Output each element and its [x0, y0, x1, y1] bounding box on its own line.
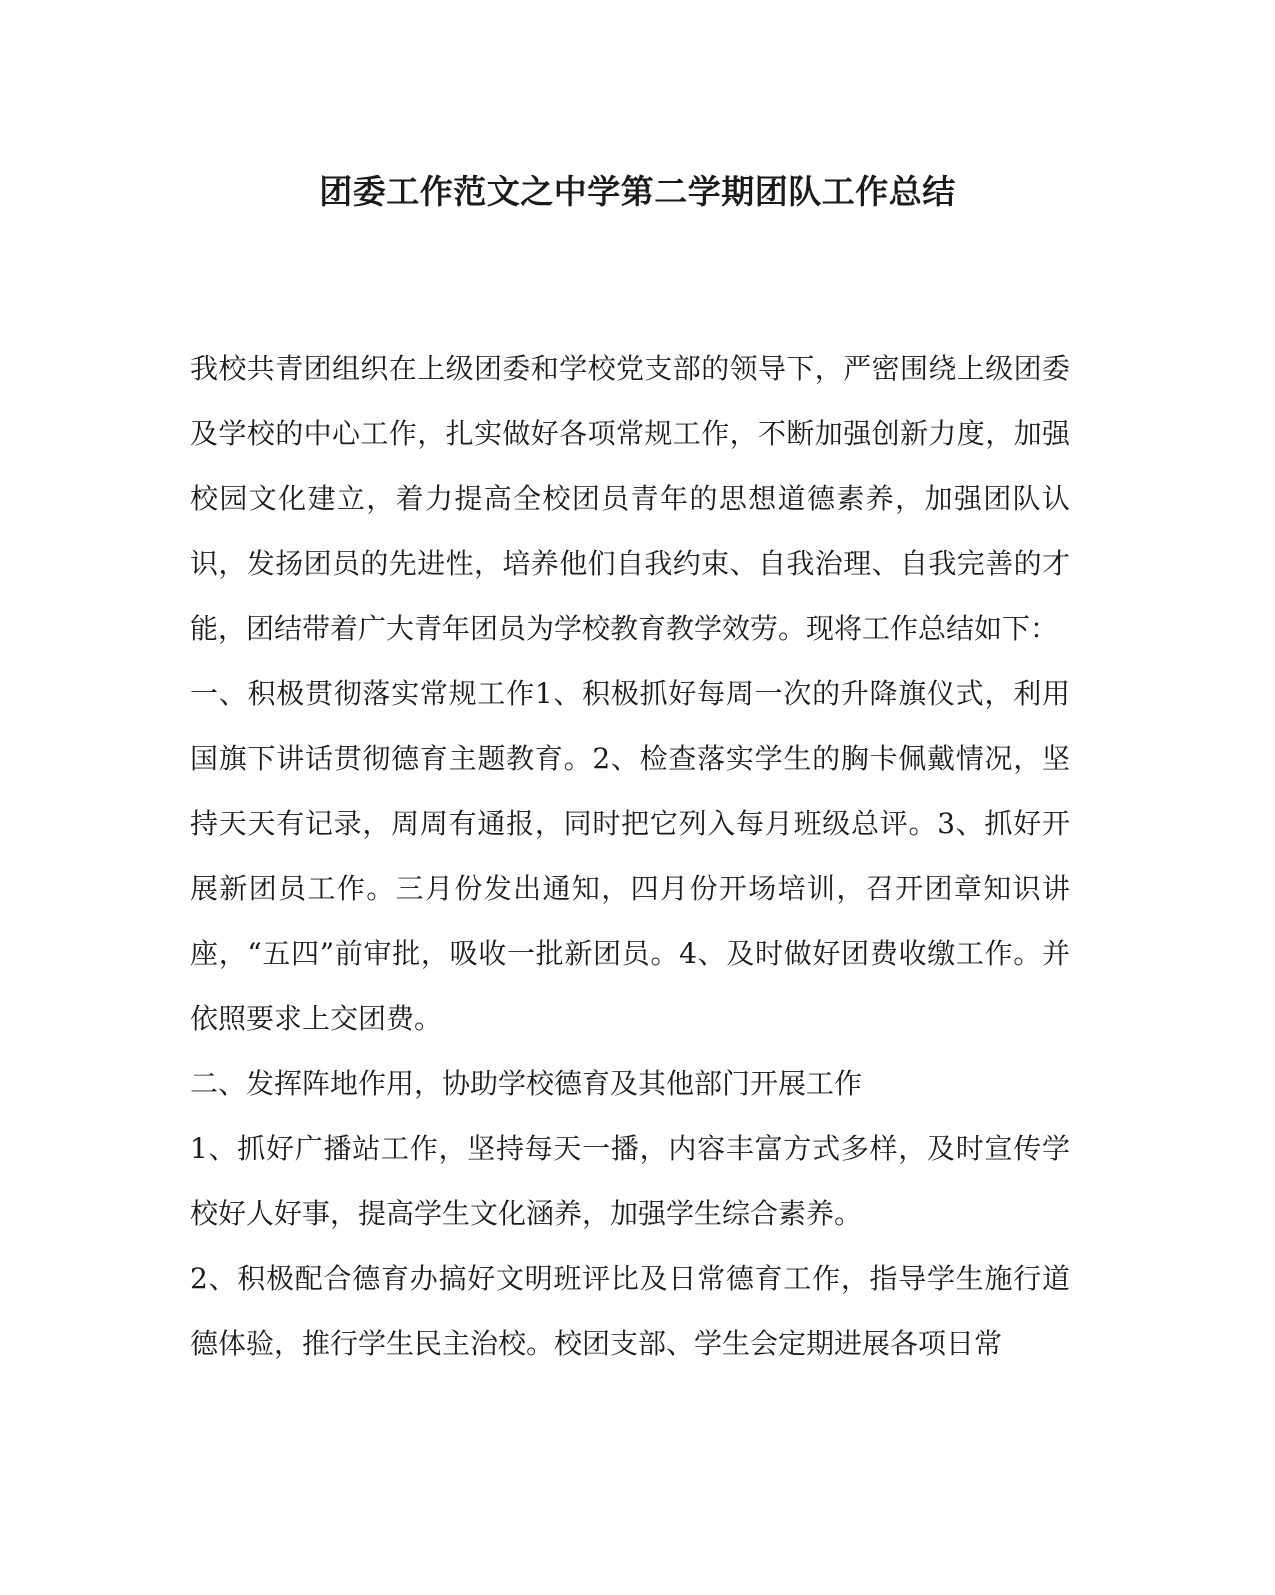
- paragraph-intro: 我校共青团组织在上级团委和学校党支部的领导下，严密围绕上级团委及学校的中心工作，扎实做好各项常规工作，不断加强创新力度，加强校园文化建立，着力提高全校团员青年的思想道德素养，加强团队认识，发扬团员的先进性，培养他们自我约束、自我治理、自我完善的才能，团结带着广大青年团员为学校教育教学效劳。现将工作总结如下：: [190, 352, 1070, 645]
- document-title: 团委工作范文之中学第二学期团队工作总结: [319, 172, 956, 211]
- paragraph-section-2-heading: 二、发挥阵地作用，协助学校德育及其他部门开展工作: [190, 1067, 863, 1100]
- document-body: [190, 336, 1070, 1376]
- paragraph-section-2-item-1: 1、抓好广播站工作，坚持每天一播，内容丰富方式多样，及时宣传学校好人好事，提高学生文化涵养，加强学生综合素养。: [190, 1132, 1070, 1230]
- paragraph-section-2-item-2: 2、积极配合德育办搞好文明班评比及日常德育工作，指导学生施行道德体验，推行学生民主治校。校团支部、学生会定期进展各项日常: [190, 1262, 1070, 1360]
- paragraph-section-1: 一、积极贯彻落实常规工作1、积极抓好每周一次的升降旗仪式，利用国旗下讲话贯彻德育主题教育。2、检查落实学生的胸卡佩戴情况，坚持天天有记录，周周有通报，同时把它列入每月班级总评。3、抓好开展新团员工作。三月份发出通知，四月份开场培训，召开团章知识讲座，“五四”前审批，吸收一批新团员。4、及时做好团费收缴工作。并依照要求上交团费。: [190, 677, 1070, 1035]
